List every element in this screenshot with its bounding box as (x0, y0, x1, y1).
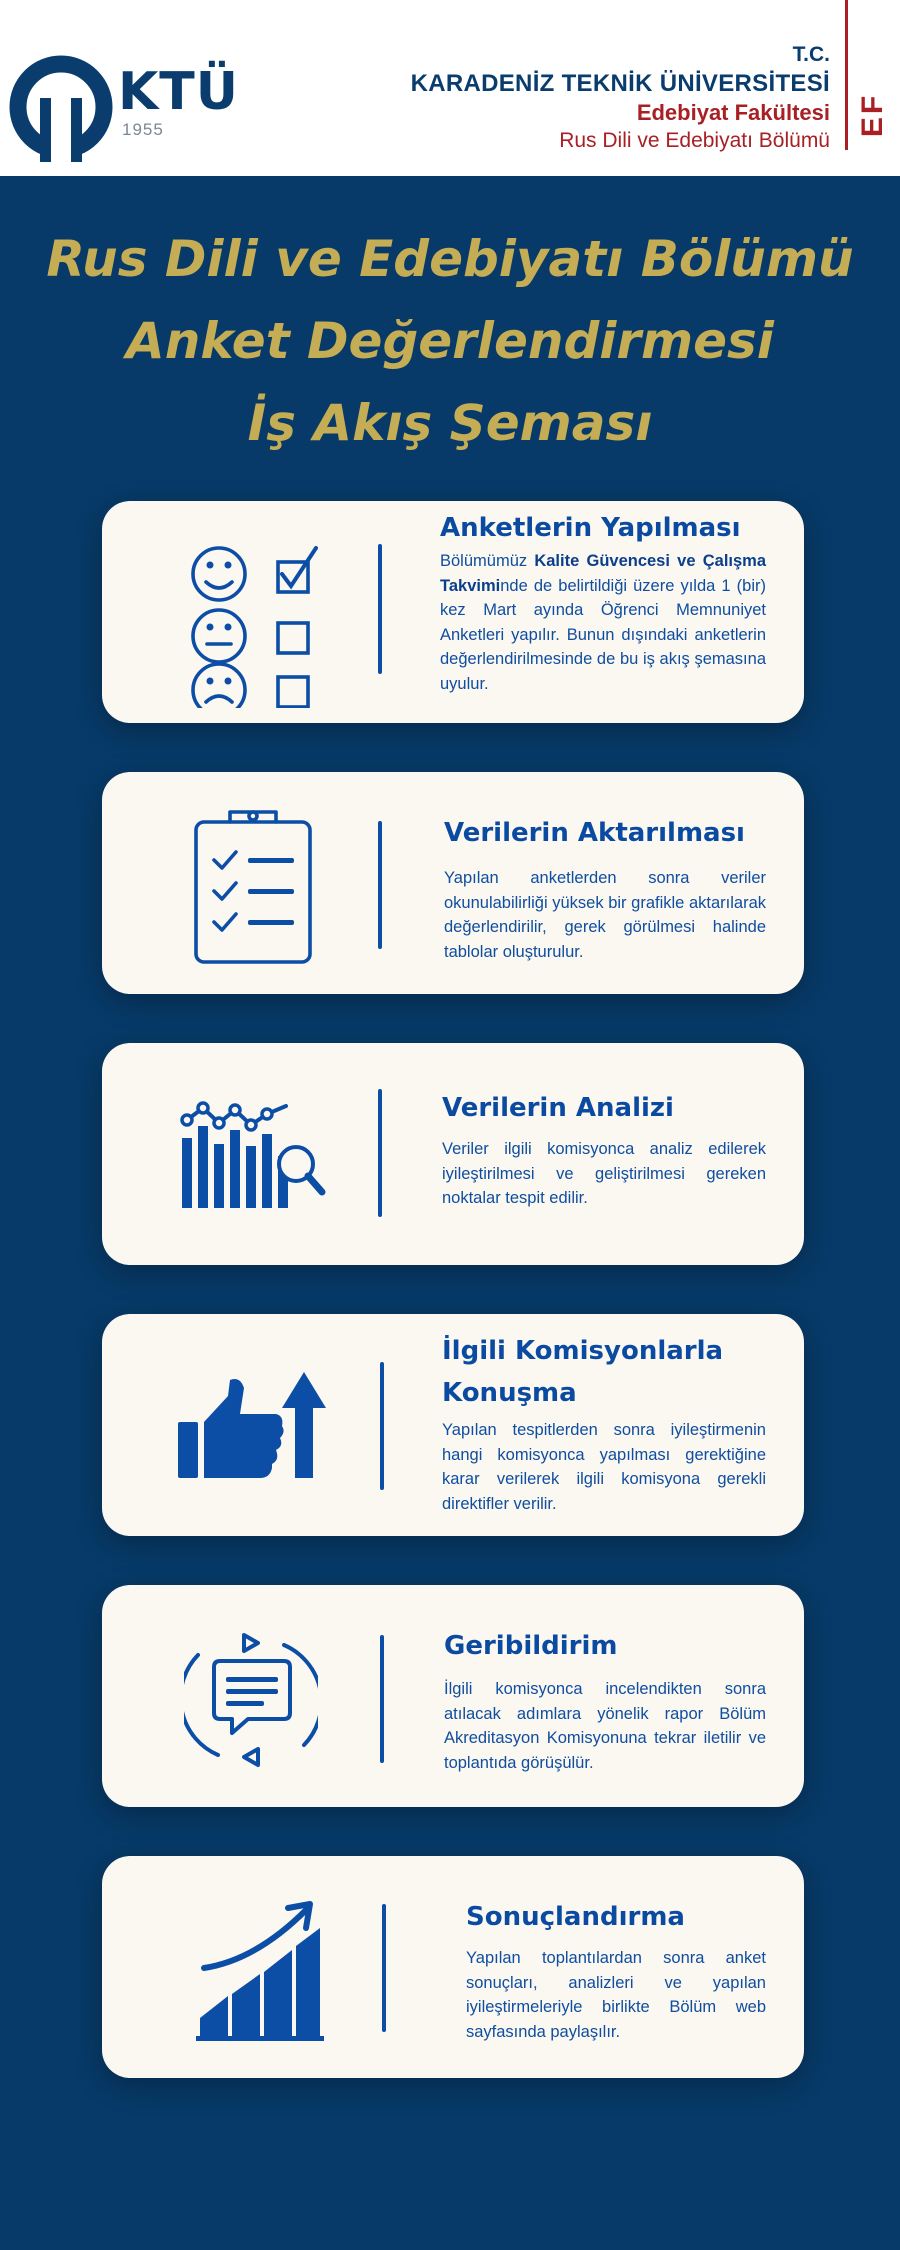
faculty-badge (851, 80, 895, 150)
step-card-feedback (102, 1585, 804, 1807)
step-text-block (466, 1896, 766, 2044)
step-title: Geribildirim (444, 1631, 618, 1661)
step-text-block (440, 507, 766, 696)
card-divider (378, 544, 382, 674)
title-line-3: İş Akış Şeması (247, 394, 653, 452)
header-divider (845, 0, 848, 150)
card-divider (378, 821, 382, 949)
card-divider (378, 1089, 382, 1217)
header-university: KARADENİZ TEKNİK ÜNİVERSİTESİ (410, 70, 830, 97)
logo-year: 1955 (122, 120, 164, 139)
step-description: Yapılan tespitlerden sonra iyileştirmenin hangi komisyonca yapılması gerektiğine karar verilerek ilgili komisyona gerekli direktifler verilir. (442, 1421, 766, 1513)
title-line-2: Anket Değerlendirmesi (126, 312, 774, 370)
growth-chart-icon (196, 1896, 326, 2042)
step-card-survey (102, 501, 804, 723)
ktu-logo-icon (6, 52, 116, 162)
step-title: Verilerin Aktarılması (444, 818, 745, 848)
title-line-1: Rus Dili ve Edebiyatı Bölümü (46, 230, 854, 288)
step-title: İlgili Komisyonlarla Konuşma (442, 1336, 724, 1408)
step-text-block (444, 812, 766, 964)
step-description: Bölümümüz Kalite Güvencesi ve Çalışma Takviminde de belirtildiği üzere yılda 1 (bir) kez Mart ayında Öğrenci Memnuniyet Anketleri yapılır. Bunun dışındaki anketlerin değerlendirilmesinde de bu iş akış şemasına uyulur. (440, 552, 767, 693)
step-description: İlgili komisyonca incelendikten sonra atılacak adımlara yönelik rapor Bölüm Akreditasyon Komisyonuna tekrar iletilir ve toplantıda görüşülür. (444, 1680, 766, 1772)
step-title: Sonuçlandırma (466, 1902, 685, 1932)
thumbs-up-arrow-icon (176, 1372, 326, 1482)
step-description: Veriler ilgili komisyonca analiz edilerek iyileştirilmesi ve geliştirilmesi gereken noktalar tespit edilir. (442, 1140, 766, 1207)
card-divider (380, 1362, 384, 1490)
header-tc: T.C. (792, 43, 830, 66)
step-card-conclusion (102, 1856, 804, 2078)
step-text-block (442, 1087, 766, 1211)
step-title: Anketlerin Yapılması (440, 513, 741, 543)
header-bar (0, 0, 900, 176)
step-description: Yapılan anketlerden sonra veriler okunulabilirliği yüksek bir grafikle aktarılarak değerlendirilir, gerek görülmesi halinde tablolar oluşturulur. (444, 869, 766, 961)
header-faculty: Edebiyat Fakültesi (636, 100, 830, 125)
step-card-analysis (102, 1043, 804, 1265)
page-title (0, 218, 900, 464)
step-card-data-transfer (102, 772, 804, 994)
step-text-block (442, 1330, 766, 1516)
logo-text: KTÜ (118, 62, 239, 122)
step-title: Verilerin Analizi (442, 1093, 674, 1123)
header-department: Rus Dili ve Edebiyatı Bölümü (559, 129, 830, 152)
faculty-badge-text: EF (856, 92, 889, 138)
survey-faces-checkbox-icon (184, 526, 324, 708)
chart-magnifier-icon (178, 1098, 328, 1213)
card-divider (380, 1635, 384, 1763)
step-description: Yapılan toplantılardan sonra anket sonuçları, analizleri ve yapılan iyileştirmeleriyle birlikte Bölüm web sayfasında paylaşılır. (466, 1949, 766, 2041)
step-card-committee (102, 1314, 804, 1536)
highlight-text: Kalite Güvencesi ve Çalışma Takvimi (440, 552, 767, 595)
clipboard-checklist-icon (190, 802, 316, 967)
card-divider (382, 1904, 386, 2032)
step-text-block (444, 1625, 766, 1775)
feedback-chat-cycle-icon (184, 1625, 318, 1775)
